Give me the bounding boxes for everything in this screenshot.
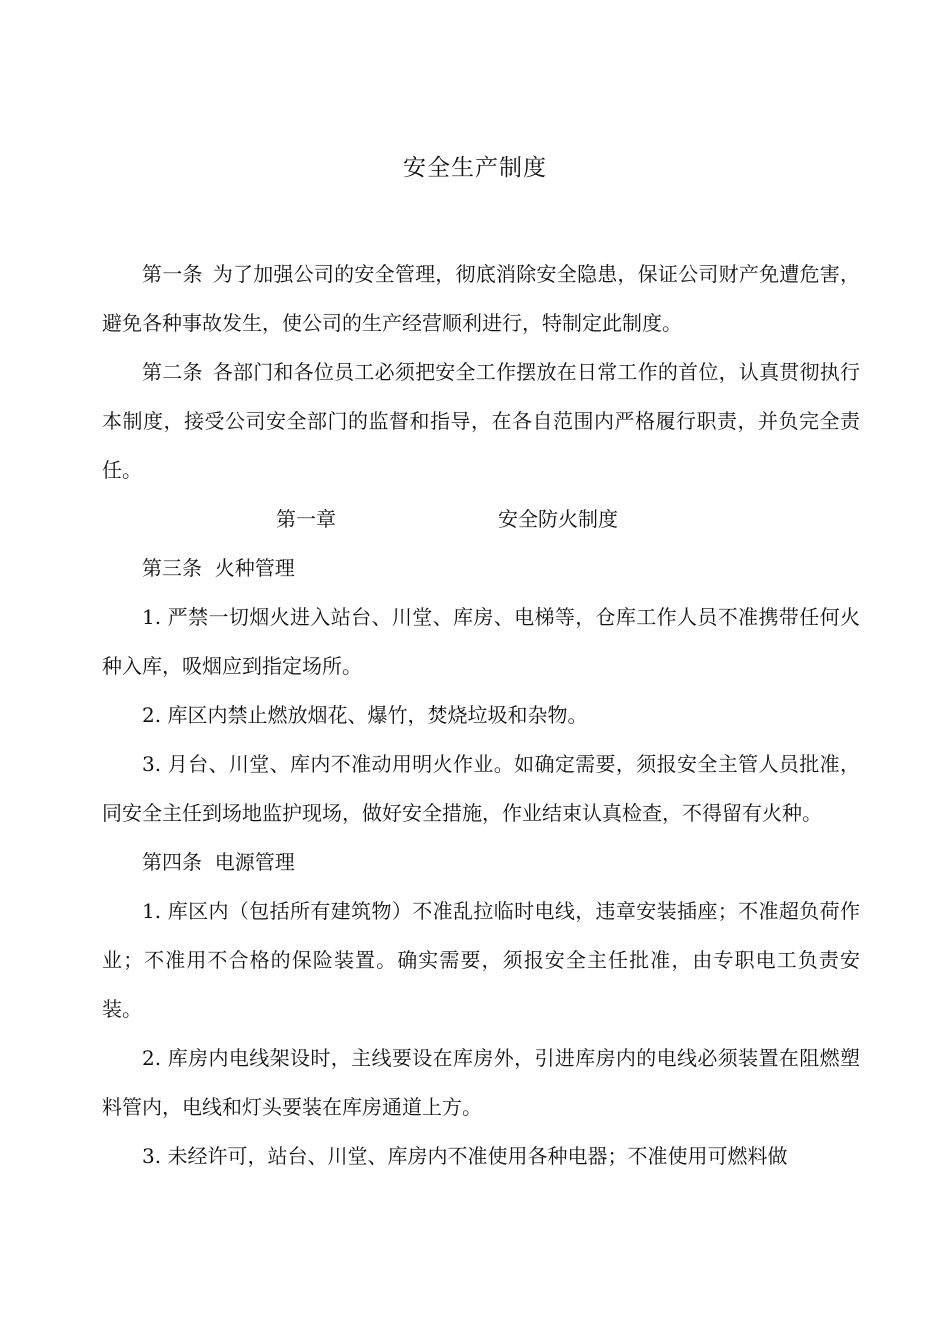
article-4-item-3: 3. 未经许可，站台、川堂、库房内不准使用各种电器；不准使用可燃料做 <box>142 1144 788 1168</box>
chapter-number: 第一章 <box>276 507 336 531</box>
document-title: 安全生产制度 <box>403 155 547 181</box>
article-3-heading: 第三条 火种管理 <box>142 556 295 580</box>
document-body <box>102 250 860 1181</box>
article-1-text: 为了加强公司的安全管理，彻底消除安全隐患，保证公司财产免遭危害，避免各种事故发生，使公司的生产经营顺利进行，特制定此制度。 <box>102 262 861 335</box>
article-1 <box>102 250 860 348</box>
article-1-lead: 第一条 <box>142 262 203 286</box>
article-4-item-1: 1. 库区内（包括所有建筑物）不准乱拉临时电线，违章安装插座；不准超负荷作业；不准用不合格的保险装置。确实需要，须报安全主任批准，由专职电工负责安装。 <box>102 899 860 1021</box>
article-3-item-1: 1. 严禁一切烟火进入站台、川堂、库房、电梯等，仓库工作人员不准携带任何火种入库，吸烟应到指定场所。 <box>102 605 860 678</box>
article-3-item-2: 2. 库区内禁止燃放烟花、爆竹，焚烧垃圾和杂物。 <box>142 703 588 727</box>
article-4-heading: 第四条 电源管理 <box>142 850 295 874</box>
article-2-text: 各部门和各位员工必须把安全工作摆放在日常工作的首位，认真贯彻执行本制度，接受公司安全部门的监督和指导，在各自范围内严格履行职责，并负完全责任。 <box>102 360 861 482</box>
article-3-item-3: 3. 月台、川堂、库内不准动用明火作业。如确定需要，须报安全主管人员批准，同安全主任到场地监护现场，做好安全措施，作业结束认真检查，不得留有火种。 <box>102 752 860 825</box>
chapter-title: 安全防火制度 <box>498 507 618 531</box>
chapter-heading <box>102 495 860 544</box>
article-4-item-2: 2. 库房内电线架设时，主线要设在库房外，引进库房内的电线必须装置在阻燃塑料管内，电线和灯头要装在库房通道上方。 <box>102 1046 860 1119</box>
article-2-lead: 第二条 <box>142 360 203 384</box>
article-2 <box>102 348 860 495</box>
